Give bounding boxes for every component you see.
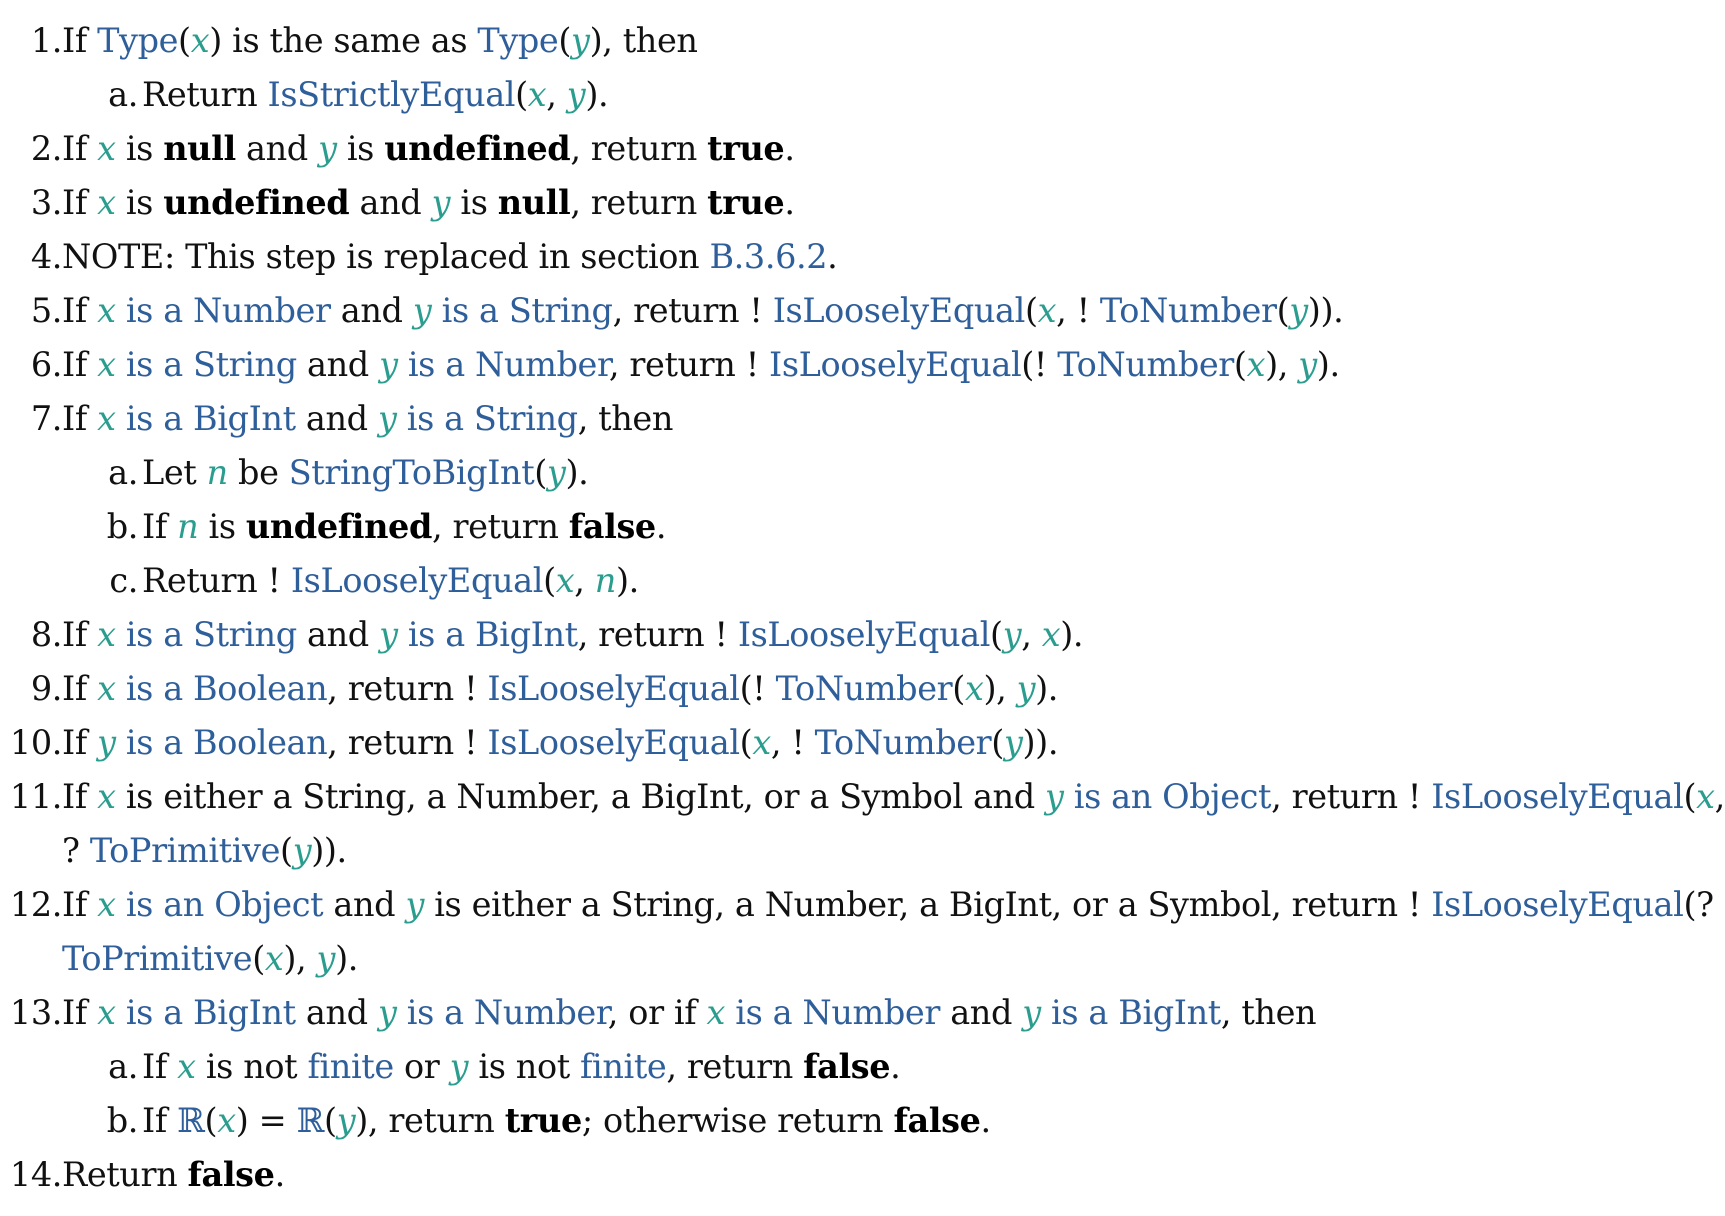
variable: y [292, 831, 312, 870]
step [0, 662, 1640, 716]
text-run: ( [952, 669, 965, 708]
spec-link[interactable]: is a Boolean [115, 669, 328, 708]
step-number: 13. [9, 993, 62, 1032]
text-run: . [784, 129, 795, 168]
text-run: . [980, 1101, 991, 1140]
step-text [142, 1040, 900, 1094]
variable: y [1298, 345, 1317, 384]
text-run: If [62, 615, 98, 654]
spec-link[interactable]: IsLooselyEqual [487, 669, 740, 708]
step-number: 9. [30, 669, 62, 708]
spec-link[interactable]: IsLooselyEqual [772, 291, 1025, 330]
text-run: )). [311, 831, 347, 870]
variable: x [555, 561, 575, 600]
literal-value: true [504, 1101, 582, 1140]
text-run: ( [204, 1101, 218, 1140]
variable: x [97, 129, 116, 168]
spec-link[interactable]: is a String [396, 399, 578, 438]
variable: y [318, 129, 337, 168]
variable: x [97, 885, 116, 924]
step-text [142, 446, 588, 500]
variable: x [1041, 615, 1061, 654]
variable: y [449, 1047, 469, 1086]
step [0, 716, 1640, 770]
step-text [62, 716, 1058, 770]
text-run: ). [585, 75, 609, 114]
text-run: . [827, 237, 838, 276]
variable: y [379, 345, 398, 384]
spec-link[interactable]: ToNumber [775, 669, 953, 708]
text-run: (! [1021, 345, 1058, 384]
text-run: ), [1265, 345, 1299, 384]
spec-link[interactable]: ToPrimitive [89, 831, 281, 870]
step-continuation [0, 824, 1640, 878]
variable: x [706, 993, 725, 1032]
text-run: ). [1060, 615, 1084, 654]
spec-link[interactable]: is a Number [115, 291, 331, 330]
text-run: ? [62, 831, 90, 870]
step [0, 284, 1640, 338]
literal-value: null [163, 129, 236, 168]
variable: y [431, 183, 451, 222]
variable: y [1022, 993, 1041, 1032]
text-run: , return ! [577, 615, 738, 654]
text-run: ( [1233, 345, 1247, 384]
step-number: 5. [30, 291, 62, 330]
text-run: If [142, 1101, 178, 1140]
variable: y [97, 723, 116, 762]
text-run: , return [666, 1047, 804, 1086]
variable: x [97, 669, 116, 708]
text-run: ). [565, 453, 589, 492]
variable: x [97, 777, 116, 816]
substep [0, 1040, 1640, 1094]
variable: y [1003, 723, 1023, 762]
spec-link[interactable]: B.3.6.2 [709, 237, 828, 276]
text-run: Let [142, 453, 207, 492]
step-text [142, 554, 639, 608]
text-run: ) = [235, 1101, 297, 1140]
step-number: 14. [9, 1155, 62, 1194]
step [0, 122, 1640, 176]
variable: y [1002, 615, 1022, 654]
text-run: ( [990, 615, 1003, 654]
text-run: is not [468, 1047, 581, 1086]
text-run: , then [577, 399, 674, 438]
text-run: ) is the same as [209, 21, 478, 60]
variable: n [206, 453, 228, 492]
text-run: ( [1276, 291, 1290, 330]
variable: y [377, 399, 397, 438]
spec-link[interactable]: IsLooselyEqual [769, 345, 1022, 384]
text-run: and [296, 615, 380, 654]
text-run: ), [283, 939, 317, 978]
text-run: , [1021, 615, 1042, 654]
text-run: ( [1024, 291, 1038, 330]
text-run: ( [178, 21, 191, 60]
step-number: 2. [30, 129, 62, 168]
variable: x [964, 669, 984, 708]
spec-link[interactable]: is a String [115, 345, 297, 384]
text-run: and [330, 291, 413, 330]
text-run: If [62, 777, 98, 816]
spec-link[interactable]: Type [97, 21, 179, 60]
literal-value: false [187, 1155, 275, 1194]
text-run: ( [739, 723, 753, 762]
variable: x [190, 21, 210, 60]
spec-link[interactable]: ToPrimitive [62, 939, 253, 978]
text-run: Return ! [142, 561, 291, 600]
text-run: is [115, 183, 164, 222]
variable: y [566, 75, 586, 114]
literal-value: true [707, 129, 785, 168]
variable: x [97, 615, 116, 654]
literal-value: true [707, 183, 785, 222]
text-run: ). [1035, 669, 1059, 708]
step-number: 12. [9, 885, 62, 924]
variable: y [1016, 669, 1036, 708]
text-run: and [349, 183, 432, 222]
text-run: is either a String, a Number, a BigInt, or a Symbol and [115, 777, 1045, 816]
text-run: and [939, 993, 1023, 1032]
spec-link[interactable]: is an Object [1063, 777, 1272, 816]
text-run: ( [558, 21, 572, 60]
text-run: )). [1022, 723, 1059, 762]
text-run: (? [1683, 885, 1714, 924]
text-run: , return ! [327, 669, 488, 708]
variable: y [571, 21, 590, 60]
variable: n [177, 507, 199, 546]
variable: x [97, 345, 116, 384]
variable: x [97, 291, 116, 330]
step-text [62, 338, 1340, 392]
variable: x [752, 723, 771, 762]
substep [0, 446, 1640, 500]
text-run: , then [1220, 993, 1317, 1032]
variable: y [1289, 291, 1308, 330]
variable: n [594, 561, 616, 600]
variable: x [97, 993, 116, 1032]
variable: y [1045, 777, 1064, 816]
text-run: , ! [770, 723, 815, 762]
spec-link[interactable]: is an Object [115, 885, 324, 924]
step-text [62, 662, 1058, 716]
text-run: . [655, 507, 667, 546]
variable: y [316, 939, 336, 978]
variable: x [264, 939, 284, 978]
text-run: , return ! [1271, 777, 1432, 816]
text-run: If [62, 885, 98, 924]
text-run: and [323, 885, 406, 924]
variable: x [1246, 345, 1266, 384]
step-text [142, 68, 608, 122]
spec-link[interactable]: StringToBigInt [288, 453, 535, 492]
text-run: ), [983, 669, 1017, 708]
variable: x [527, 75, 547, 114]
spec-link[interactable]: is a Number [397, 345, 609, 384]
text-run: is not [195, 1047, 308, 1086]
text-run: ( [1683, 777, 1697, 816]
literal-value: false [568, 507, 656, 546]
spec-link[interactable]: finite [580, 1047, 667, 1086]
step [0, 770, 1725, 824]
step-number: 7. [30, 399, 62, 438]
text-run: ( [280, 831, 293, 870]
step [0, 878, 1714, 932]
step-number: b. [106, 1101, 138, 1140]
text-run: If [62, 993, 98, 1032]
spec-link[interactable]: IsLooselyEqual [1431, 885, 1684, 924]
spec-link[interactable]: finite [307, 1047, 394, 1086]
step-text [142, 1094, 991, 1148]
step [0, 230, 1640, 284]
step-number: 11. [9, 777, 62, 816]
substep [0, 554, 1640, 608]
step-text [62, 824, 347, 878]
substep [0, 1094, 1640, 1148]
variable: y [336, 1101, 356, 1140]
text-run: is [450, 183, 498, 222]
text-run: ), then [589, 21, 698, 60]
text-run: , return [570, 129, 708, 168]
text-run: is [198, 507, 246, 546]
step-number: 3. [30, 183, 62, 222]
step-number: a. [108, 75, 138, 114]
text-run: is either a String, a Number, a BigInt, or a Symbol, return ! [423, 885, 1432, 924]
variable: y [377, 993, 397, 1032]
step-text [62, 14, 698, 68]
text-run: (! [739, 669, 776, 708]
text-run: If [142, 1047, 178, 1086]
text-run: Return [142, 75, 268, 114]
text-run: ( [324, 1101, 337, 1140]
step [0, 176, 1640, 230]
spec-link[interactable]: is a BigInt [115, 993, 296, 1032]
text-run: If [62, 399, 98, 438]
step-number: 8. [30, 615, 62, 654]
spec-link[interactable]: ToNumber [814, 723, 992, 762]
text-run: . [274, 1155, 285, 1194]
step-text [62, 1148, 285, 1202]
text-run: ; otherwise return [581, 1101, 894, 1140]
text-run: If [62, 345, 98, 384]
step-number: a. [108, 453, 138, 492]
text-run: ( [252, 939, 265, 978]
text-run: and [295, 399, 378, 438]
variable: x [1037, 291, 1057, 330]
step-number: 1. [30, 21, 62, 60]
text-run: . [784, 183, 795, 222]
step-text [62, 608, 1083, 662]
text-run: , return ! [612, 291, 773, 330]
variable: x [217, 1101, 236, 1140]
step [0, 14, 1640, 68]
text-run: ( [543, 561, 556, 600]
text-run: )). [1307, 291, 1344, 330]
text-run: NOTE: This step is replaced in section [62, 237, 710, 276]
literal-value: undefined [384, 129, 571, 168]
step [0, 1148, 1640, 1202]
step [0, 338, 1640, 392]
text-run: If [62, 183, 98, 222]
spec-link[interactable]: ℝ [177, 1101, 205, 1140]
step-text [62, 392, 673, 446]
spec-link[interactable]: is a Number [725, 993, 940, 1032]
step-text [62, 770, 1725, 824]
text-run: ), return [355, 1101, 505, 1140]
text-run: , return [570, 183, 708, 222]
variable: y [412, 291, 432, 330]
text-run: Return [62, 1155, 188, 1194]
step-number: a. [108, 1047, 138, 1086]
spec-link[interactable]: is a Number [396, 993, 608, 1032]
step-text [62, 122, 795, 176]
text-run: If [62, 669, 98, 708]
variable: x [177, 1047, 196, 1086]
text-run: and [235, 129, 319, 168]
text-run: is [336, 129, 385, 168]
text-run: ). [615, 561, 639, 600]
text-run: and [296, 345, 380, 384]
step [0, 608, 1640, 662]
step-text [62, 932, 358, 986]
spec-link[interactable]: is a String [115, 615, 297, 654]
variable: x [97, 399, 116, 438]
variable: y [405, 885, 424, 924]
text-run: ). [1316, 345, 1340, 384]
algorithm-steps [0, 14, 1725, 1202]
spec-link[interactable]: is a BigInt [115, 399, 296, 438]
text-run: . [890, 1047, 901, 1086]
spec-link[interactable]: Type [477, 21, 559, 60]
spec-link[interactable]: is a BigInt [397, 615, 578, 654]
text-run: , return ! [608, 345, 770, 384]
text-run: If [62, 723, 98, 762]
literal-value: null [497, 183, 571, 222]
text-run: , ! [1056, 291, 1100, 330]
text-run: ). [335, 939, 358, 978]
text-run: ( [534, 453, 547, 492]
spec-link[interactable]: IsLooselyEqual [487, 723, 740, 762]
step-text [62, 878, 1714, 932]
spec-link[interactable]: IsLooselyEqual [1431, 777, 1684, 816]
spec-link[interactable]: IsLooselyEqual [737, 615, 991, 654]
step-text [142, 500, 666, 554]
spec-link[interactable]: IsLooselyEqual [290, 561, 544, 600]
step [0, 392, 1640, 446]
text-run: , or if [607, 993, 707, 1032]
text-run: , [574, 561, 595, 600]
literal-value: false [803, 1047, 891, 1086]
step [0, 986, 1640, 1040]
step-number: c. [109, 561, 138, 600]
step-number: 10. [9, 723, 62, 762]
step-text [62, 176, 795, 230]
variable: y [379, 615, 398, 654]
spec-link[interactable]: ℝ [296, 1101, 325, 1140]
step-number: b. [106, 507, 138, 546]
text-run: If [62, 21, 98, 60]
spec-link[interactable]: ToNumber [1099, 291, 1277, 330]
variable: y [546, 453, 566, 492]
text-run: be [227, 453, 289, 492]
variable: x [97, 183, 116, 222]
literal-value: undefined [163, 183, 350, 222]
text-run: is [115, 129, 164, 168]
step-continuation [0, 932, 1640, 986]
step-text [62, 284, 1343, 338]
text-run: ( [515, 75, 528, 114]
substep [0, 68, 1640, 122]
text-run: and [295, 993, 378, 1032]
substep [0, 500, 1640, 554]
step-number: 4. [30, 237, 62, 276]
text-run: , return [431, 507, 569, 546]
text-run: , [546, 75, 567, 114]
step-text [62, 986, 1316, 1040]
text-run: If [142, 507, 178, 546]
spec-link[interactable]: IsStrictlyEqual [267, 75, 516, 114]
step-number: 6. [30, 345, 62, 384]
spec-link[interactable]: is a Boolean [115, 723, 328, 762]
literal-value: undefined [245, 507, 432, 546]
text-run: ( [991, 723, 1004, 762]
text-run: If [62, 129, 98, 168]
spec-link[interactable]: ToNumber [1057, 345, 1234, 384]
text-run: , return ! [327, 723, 488, 762]
text-run: , [1714, 777, 1725, 816]
step-text [62, 230, 837, 284]
text-run: If [62, 291, 98, 330]
literal-value: false [893, 1101, 981, 1140]
spec-link[interactable]: is a String [431, 291, 613, 330]
text-run: or [393, 1047, 450, 1086]
variable: x [1696, 777, 1715, 816]
spec-link[interactable]: is a BigInt [1040, 993, 1221, 1032]
